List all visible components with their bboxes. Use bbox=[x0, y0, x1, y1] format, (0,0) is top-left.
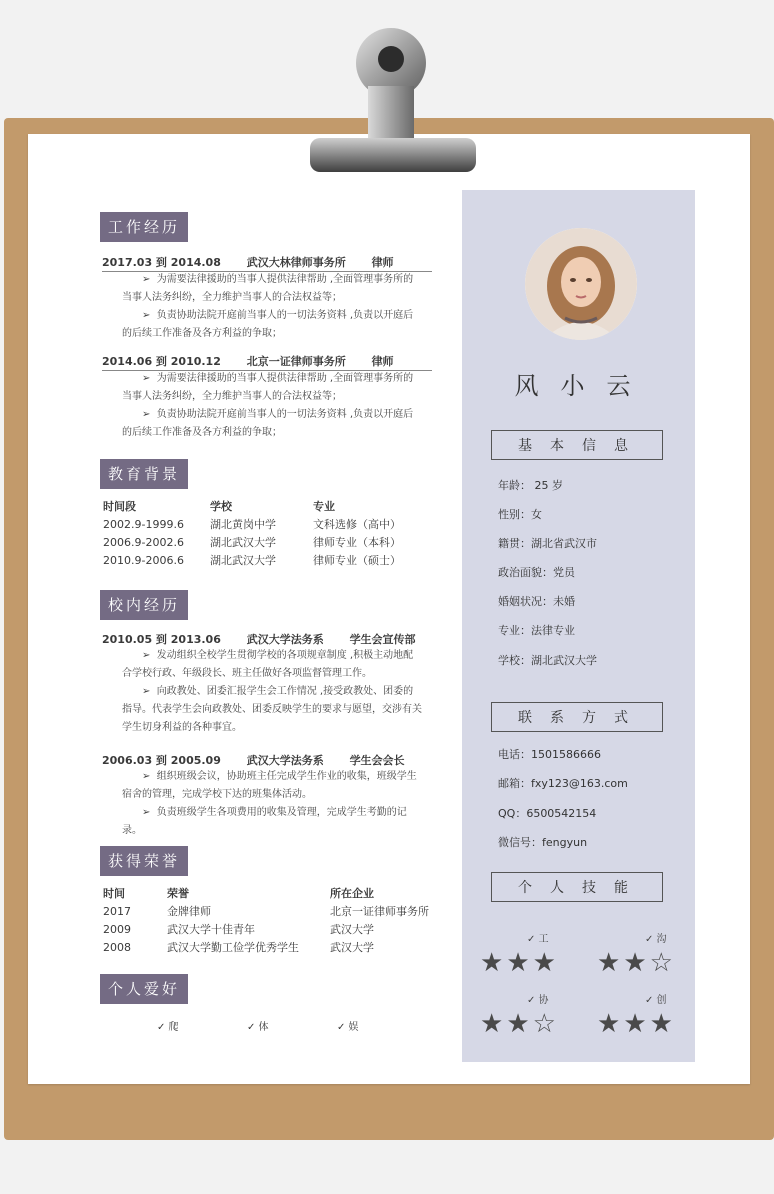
contact-phone: 电话：1501586666 bbox=[498, 748, 601, 761]
skills-title: 个人技能 bbox=[491, 872, 663, 902]
education-table bbox=[103, 498, 433, 570]
avatar bbox=[525, 228, 637, 340]
table-row: 2010.9-2006.6 湖北武汉大学 律师专业（硕士） bbox=[103, 554, 401, 567]
skill-rating bbox=[480, 1011, 559, 1037]
section-title-work: 工作经历 bbox=[100, 212, 188, 242]
table-header-row: 时间 荣誉 所在企业 bbox=[103, 887, 374, 900]
section-title-education: 教育背景 bbox=[100, 459, 188, 489]
bullet-line: ➢ 为需要法律援助的当事人提供法律帮助 ,全面管理事务所的 bbox=[142, 373, 414, 384]
contact-email: 邮箱：fxy123@163.com bbox=[498, 777, 628, 790]
work-1-header bbox=[102, 254, 432, 272]
continuation-line: 当事人法务纠纷，全力维护当事人的合法权益等； bbox=[122, 292, 342, 303]
campus-2-role: 学生会会长 bbox=[349, 754, 405, 767]
star-filled-icon: ★ bbox=[623, 1009, 650, 1039]
campus-2-header bbox=[102, 752, 427, 768]
work-2-header bbox=[102, 353, 432, 371]
continuation-line: 的后续工作准备及各方利益的争取； bbox=[122, 427, 282, 438]
table-row: 2006.9-2002.6 湖北武汉大学 律师专业（本科） bbox=[103, 536, 401, 549]
star-filled-icon: ★ bbox=[532, 948, 559, 978]
continuation-line: 学生切身利益的各种事宜。 bbox=[122, 722, 242, 733]
star-filled-icon: ★ bbox=[506, 1009, 533, 1039]
profile-name: 风小云 bbox=[514, 372, 653, 400]
skill-label: ✓ 协 bbox=[527, 995, 549, 1006]
work-1-company: 武汉大林律师事务所 bbox=[246, 256, 346, 269]
bullet-line: ➢ 负责协助法院开庭前当事人的一切法务资料 ,负责以开庭后 bbox=[142, 409, 414, 420]
campus-1-period: 2010.05 到 2013.06 bbox=[102, 633, 221, 646]
bullet-line: ➢ 负责协助法院开庭前当事人的一切法务资料 ,负责以开庭后 bbox=[142, 310, 414, 321]
star-filled-icon: ★ bbox=[597, 948, 624, 978]
continuation-line: 合学校行政、年级段长、班主任做好各项监督管理工作。 bbox=[122, 668, 372, 679]
star-filled-icon: ★ bbox=[480, 1009, 507, 1039]
star-empty-icon: ☆ bbox=[649, 948, 676, 978]
info-hometown: 籍贯：湖北省武汉市 bbox=[498, 537, 597, 550]
clip-neck bbox=[368, 86, 414, 142]
continuation-line: 的后续工作准备及各方利益的争取； bbox=[122, 328, 282, 339]
work-2-company: 北京一证律师事务所 bbox=[246, 355, 346, 368]
info-marital: 婚姻状况：未婚 bbox=[498, 595, 575, 608]
bullet-line: ➢ 为需要法律援助的当事人提供法律帮助 ,全面管理事务所的 bbox=[142, 274, 414, 285]
campus-1-header bbox=[102, 631, 438, 647]
honors-table bbox=[103, 885, 433, 957]
hobby-item: ✓ 体 bbox=[247, 1022, 269, 1033]
info-age: 年龄： 25 岁 bbox=[498, 479, 563, 492]
table-row: 2008 武汉大学勤工俭学优秀学生 武汉大学 bbox=[103, 941, 374, 954]
skill-rating bbox=[480, 950, 559, 976]
work-2-role: 律师 bbox=[371, 355, 394, 368]
table-header-row: 时间段 学校 专业 bbox=[103, 500, 335, 513]
contact-wechat: 微信号：fengyun bbox=[498, 836, 588, 849]
campus-2-org: 武汉大学法务系 bbox=[246, 754, 324, 767]
work-1-role: 律师 bbox=[371, 256, 394, 269]
section-title-honors: 获得荣誉 bbox=[100, 846, 188, 876]
table-row: 2009 武汉大学十佳青年 武汉大学 bbox=[103, 923, 374, 936]
star-filled-icon: ★ bbox=[649, 1009, 676, 1039]
table-row: 2017 金牌律师 北京一证律师事务所 bbox=[103, 905, 429, 918]
campus-1-details bbox=[122, 647, 432, 737]
contact-qq: QQ：6500542154 bbox=[498, 807, 597, 820]
campus-1-org: 武汉大学法务系 bbox=[246, 633, 324, 646]
continuation-line: 当事人法务纠纷，全力维护当事人的合法权益等； bbox=[122, 391, 342, 402]
section-title-campus: 校内经历 bbox=[100, 590, 188, 620]
work-2-details bbox=[122, 370, 432, 442]
work-2-period: 2014.06 到 2010.12 bbox=[102, 355, 221, 368]
info-politics: 政治面貌：党员 bbox=[498, 566, 575, 579]
info-school: 学校：湖北武汉大学 bbox=[498, 654, 597, 667]
basic-info-title: 基本信息 bbox=[491, 430, 663, 460]
work-1-period: 2017.03 到 2014.08 bbox=[102, 256, 221, 269]
skill-label: ✓ 工 bbox=[527, 934, 549, 945]
continuation-line: 指导。代表学生会向政教处、团委反映学生的要求与愿望，交涉有关 bbox=[122, 704, 422, 715]
campus-1-role: 学生会宣传部 bbox=[349, 633, 416, 646]
portrait-photo-icon bbox=[525, 228, 637, 340]
hobby-item: ✓ 爬 bbox=[157, 1022, 179, 1033]
continuation-line: 宿舍的管理，完成学校下达的班集体活动。 bbox=[122, 789, 312, 800]
bullet-line: ➢ 组织班级会议，协助班主任完成学生作业的收集，班级学生 bbox=[142, 771, 417, 782]
campus-2-details bbox=[122, 768, 432, 840]
skill-label: ✓ 创 bbox=[645, 995, 667, 1006]
skill-rating bbox=[597, 950, 676, 976]
info-gender: 性别：女 bbox=[498, 508, 542, 521]
star-filled-icon: ★ bbox=[597, 1009, 624, 1039]
star-filled-icon: ★ bbox=[506, 948, 533, 978]
continuation-line: 录。 bbox=[122, 825, 142, 836]
contact-title: 联系方式 bbox=[491, 702, 663, 732]
hobby-item: ✓ 娱 bbox=[337, 1022, 359, 1033]
clip-base bbox=[310, 138, 476, 172]
section-title-hobbies: 个人爱好 bbox=[100, 974, 188, 1004]
campus-2-period: 2006.03 到 2005.09 bbox=[102, 754, 221, 767]
info-major: 专业：法律专业 bbox=[498, 624, 575, 637]
bullet-line: ➢ 负责班级学生各项费用的收集及管理，完成学生考勤的记 bbox=[142, 807, 407, 818]
work-1-details bbox=[122, 271, 432, 343]
bullet-line: ➢ 发动组织全校学生贯彻学校的各项规章制度 ,积极主动地配 bbox=[142, 650, 414, 661]
star-filled-icon: ★ bbox=[623, 948, 650, 978]
table-row: 2002.9-1999.6 湖北黄岗中学 文科选修（高中） bbox=[103, 518, 401, 531]
skill-rating bbox=[597, 1011, 676, 1037]
star-empty-icon: ☆ bbox=[532, 1009, 559, 1039]
star-filled-icon: ★ bbox=[480, 948, 507, 978]
bullet-line: ➢ 向政教处、团委汇报学生会工作情况 ,接受政教处、团委的 bbox=[142, 686, 414, 697]
skill-label: ✓ 沟 bbox=[645, 934, 667, 945]
